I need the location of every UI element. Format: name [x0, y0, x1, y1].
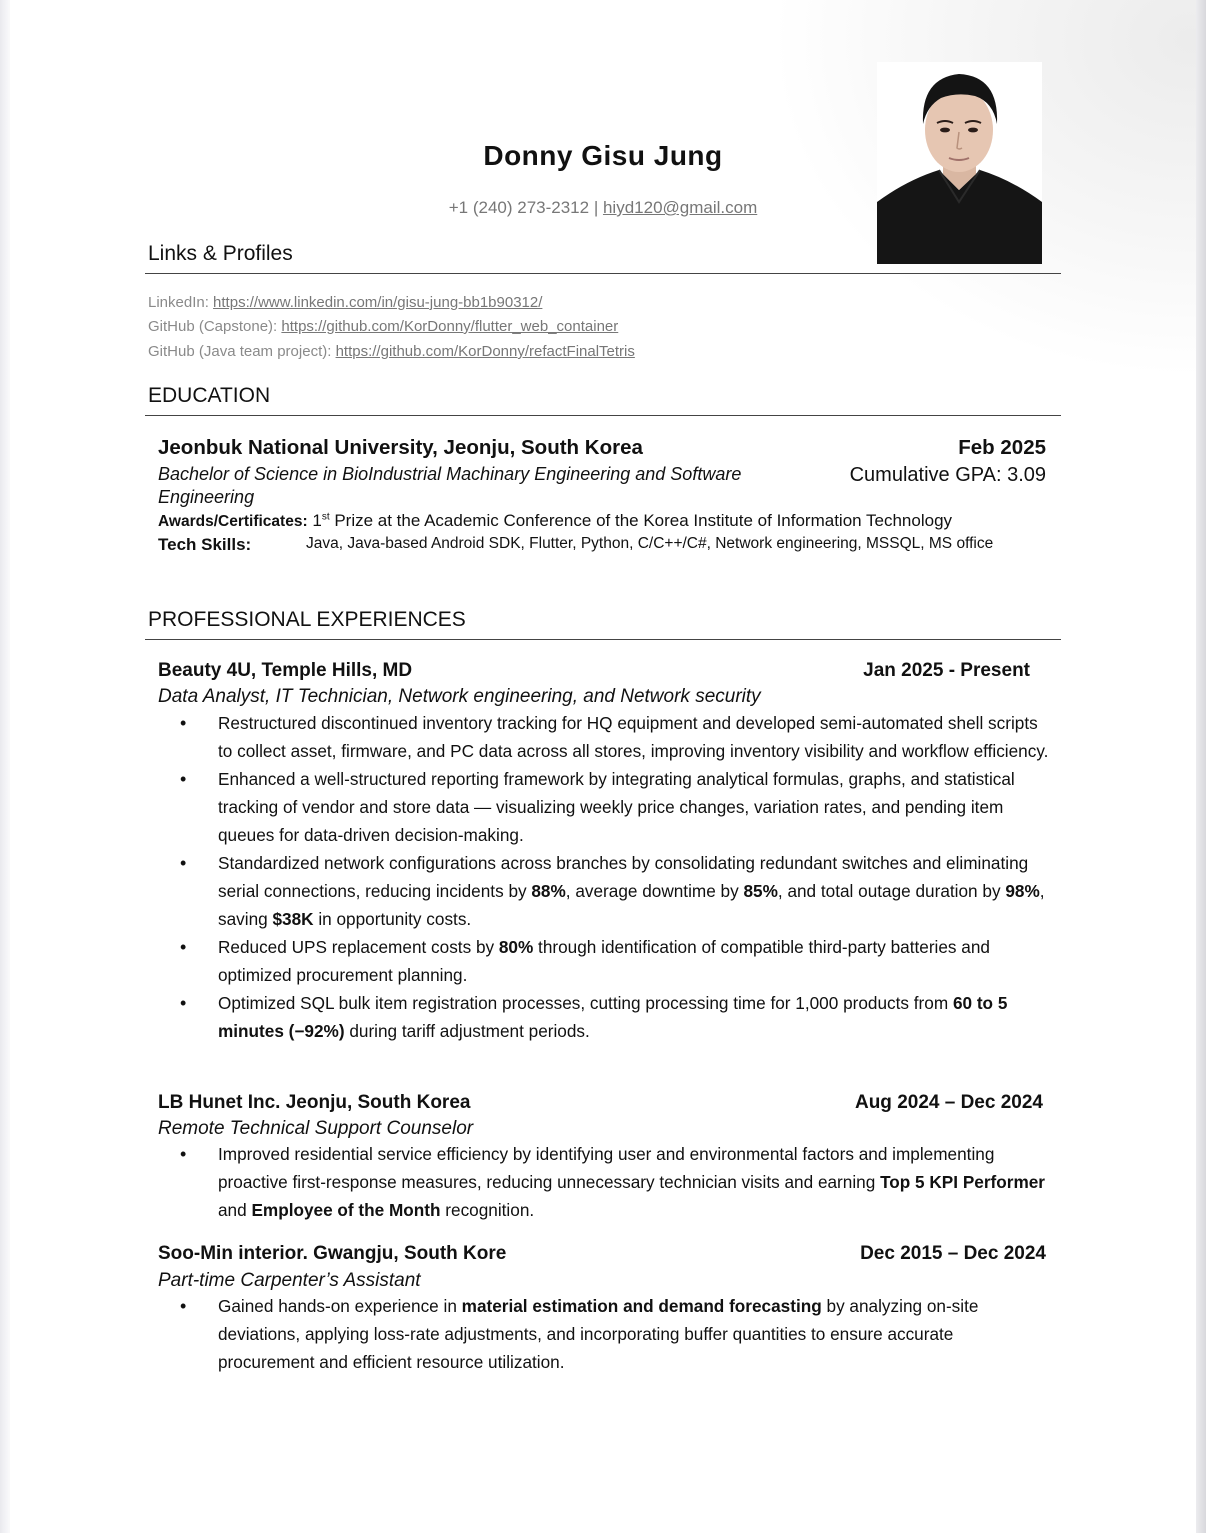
link-label: LinkedIn:: [148, 294, 214, 311]
bullet-text: Standardized network configurations across branches by consolidating redundant switches and eliminating serial connections, reducing incidents by: [218, 853, 1029, 901]
job-date: Jan 2025 - Present: [863, 660, 1030, 681]
bullet-highlight: $38K: [272, 909, 314, 929]
gpa: Cumulative GPA: 3.09: [849, 464, 1046, 486]
github-capstone-url[interactable]: https://github.com/KorDonny/flutter_web_container: [281, 318, 619, 335]
bullet-text: in opportunity costs.: [313, 909, 472, 929]
linkedin-link-row: [148, 294, 542, 311]
bullet-item: [180, 1292, 1050, 1376]
candidate-name: Donny Gisu Jung: [483, 140, 723, 171]
links-divider: [145, 273, 1061, 274]
job-bullets: [180, 709, 1050, 1045]
bullet-text: and: [218, 1200, 252, 1220]
job-date: Dec 2015 – Dec 2024: [860, 1243, 1046, 1264]
degree-line-2: Engineering: [158, 487, 255, 507]
experience-section-title: PROFESSIONAL EXPERIENCES: [148, 608, 466, 631]
github-capstone-link-row: [148, 318, 618, 335]
github-java-url[interactable]: https://github.com/KorDonny/refactFinalTetris: [335, 343, 635, 360]
profile-photo: [877, 62, 1042, 264]
bullet-highlight: 60 to 5 minutes (−92%): [218, 993, 1008, 1041]
bullet-highlight: Employee of the Month: [251, 1200, 441, 1220]
bullet-text: Restructured discontinued inventory tracking for HQ equipment and developed semi-automated shell scripts to collect asset, firmware, and PC data across all stores, improving inventory visibility and workflow efficiency.: [218, 713, 1049, 761]
job-company: Beauty 4U, Temple Hills, MD: [158, 660, 413, 681]
skills-row: [158, 535, 251, 555]
phone-number: +1 (240) 273-2312: [448, 198, 590, 217]
bullet-highlight: Top 5 KPI Performer: [880, 1172, 1045, 1192]
bullet-text: Optimized SQL bulk item registration processes, cutting processing time for 1,000 products from: [218, 993, 953, 1013]
bullet-item: [180, 849, 1050, 933]
graduation-date: Feb 2025: [958, 436, 1046, 459]
bullet-text: by analyzing on-site deviations, applying loss-rate adjustments, and incorporating buffer quantities to ensure accurate procurement and efficient resource utilization.: [218, 1296, 979, 1372]
bullet-text: through identification of compatible third-party batteries and optimized procurement planning.: [218, 937, 990, 985]
bullet-text: Improved residential service efficiency by identifying user and environmental factors and implementing proactive first-response measures, reducing unnecessary technician visits and earning: [218, 1144, 995, 1192]
skills-text: Java, Java-based Android SDK, Flutter, Python, C/C++/C#, Network engineering, MSSQL, MS office: [306, 535, 994, 552]
job-company: Soo-Min interior. Gwangju, South Kore: [158, 1243, 507, 1264]
education-section-title: EDUCATION: [148, 384, 271, 407]
bullet-item: [180, 765, 1050, 849]
contact-separator: |: [589, 198, 603, 217]
link-label: GitHub (Capstone):: [148, 318, 282, 335]
job-role: Part-time Carpenter’s Assistant: [158, 1270, 421, 1291]
bullet-text: , average downtime by: [565, 881, 744, 901]
bullet-text: , and total outage duration by: [777, 881, 1006, 901]
job-role: Data Analyst, IT Technician, Network engineering, and Network security: [158, 686, 761, 707]
job-role: Remote Technical Support Counselor: [158, 1118, 474, 1139]
bullet-item: [180, 709, 1050, 765]
bullet-item: [180, 989, 1050, 1045]
bullet-item: [180, 1140, 1050, 1224]
education-divider: [145, 415, 1061, 416]
awards-ordinal-suffix: st: [321, 511, 330, 523]
linkedin-url[interactable]: https://www.linkedin.com/in/gisu-jung-bb1b90312/: [213, 294, 543, 311]
portrait-image: [877, 62, 1042, 264]
bullet-text: Gained hands-on experience in: [218, 1296, 462, 1316]
degree-line-1: Bachelor of Science in BioIndustrial Machinary Engineering and Software: [158, 464, 742, 484]
awards-label: Awards/Certificates:: [158, 513, 308, 530]
job-bullets: [180, 1292, 1050, 1376]
awards-ordinal: 1: [312, 511, 322, 530]
job-date: Aug 2024 – Dec 2024: [854, 1092, 1043, 1113]
job-company: LB Hunet Inc. Jeonju, South Korea: [158, 1092, 471, 1113]
bullet-text: , saving: [218, 881, 1045, 929]
skills-label: Tech Skills:: [158, 535, 252, 554]
awards-text: Prize at the Academic Conference of the Korea Institute of Information Technology: [329, 511, 953, 530]
bullet-text: during tariff adjustment periods.: [344, 1021, 590, 1041]
email-link[interactable]: hiyd120@gmail.com: [602, 198, 758, 217]
bullet-highlight: 85%: [743, 881, 778, 901]
school-name: Jeonbuk National University, Jeonju, South Korea: [158, 436, 643, 459]
bullet-highlight: 80%: [498, 937, 534, 957]
experience-divider: [145, 639, 1061, 640]
bullet-text: Reduced UPS replacement costs by: [218, 937, 499, 957]
bullet-highlight: 98%: [1005, 881, 1040, 901]
github-java-link-row: [148, 343, 635, 360]
awards-row: [158, 511, 952, 531]
links-section-title: Links & Profiles: [148, 242, 293, 265]
bullet-text: Enhanced a well-structured reporting framework by integrating analytical formulas, graphs, and statistical tracking of vendor and store data — visualizing weekly price changes, variation rates, and pending item queues for data-driven decision-making.: [218, 769, 1015, 845]
bullet-item: [180, 933, 1050, 989]
bullet-text: recognition.: [440, 1200, 535, 1220]
bullet-highlight: 88%: [531, 881, 566, 901]
bullet-highlight: material estimation and demand forecasting: [461, 1296, 822, 1316]
job-bullets: [180, 1140, 1050, 1224]
link-label: GitHub (Java team project):: [148, 343, 336, 360]
